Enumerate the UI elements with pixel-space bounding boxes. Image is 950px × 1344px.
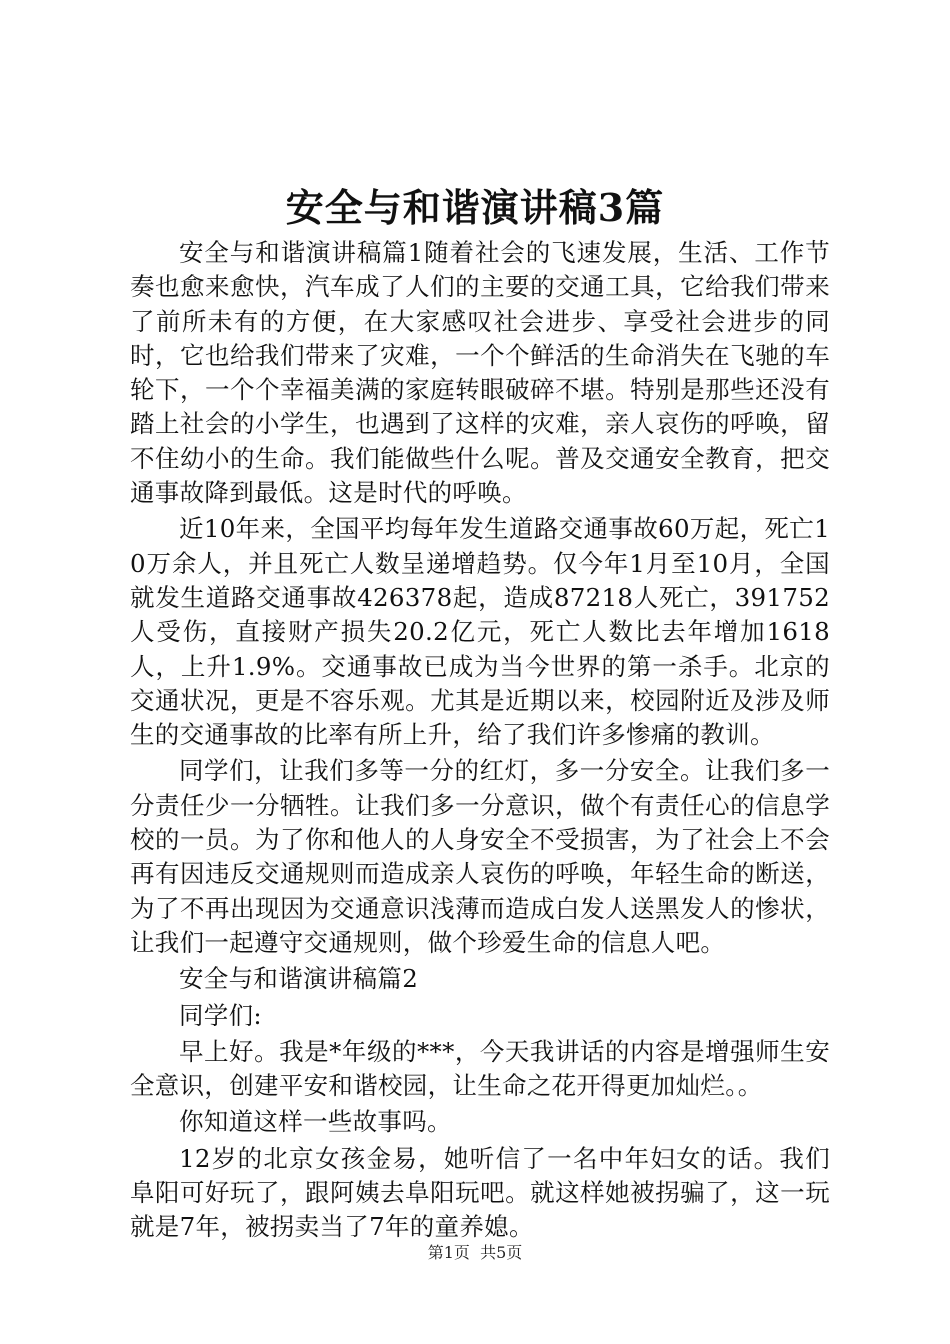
section-heading-2: 安全与和谐演讲稿篇2 bbox=[179, 964, 419, 994]
document-title: 安全与和谐演讲稿3篇 bbox=[285, 185, 665, 230]
document-body bbox=[130, 236, 830, 1245]
paragraph-2: 近10年来，全国平均每年发生道路交通事故60万起，死亡10万余人，并且死亡人数呈递增趋势。仅今年1月至10月，全国就发生道路交通事故426378起，造成87218人死亡，391752人受伤，直接财产损失20.2亿元，死亡人数比去年增加1618人，上升1.9%。交通事故已成为当今世界的第一杀手。北京的交通状况，更是不容乐观。尤其是近期以来，校园附近及涉及师生的交通事故的比率有所上升，给了我们许多惨痛的教训。 bbox=[130, 514, 830, 750]
salutation: 同学们: bbox=[179, 1000, 262, 1030]
paragraph-5: 你知道这样一些故事吗。 bbox=[179, 1107, 452, 1137]
paragraph-4: 早上好。我是*年级的***，今天我讲话的内容是增强师生安全意识，创建平安和谐校园，让生命之花开得更加灿烂。。 bbox=[130, 1036, 830, 1101]
paragraph-6: 12岁的北京女孩金易，她听信了一名中年妇女的话。我们阜阳可好玩了，跟阿姨去阜阳玩吧。就这样她被拐骗了，这一玩就是7年，被拐卖当了7年的童养媳。 bbox=[130, 1143, 830, 1242]
page-total: 共5页 bbox=[480, 1243, 523, 1262]
paragraph-1: 安全与和谐演讲稿篇1随着社会的飞速发展，生活、工作节奏也愈来愈快，汽车成了人们的主要的交通工具，它给我们带来了前所未有的方便，在大家感叹社会进步、享受社会进步的同时，它也给我们带来了灾难，一个个鲜活的生命消失在飞驰的车轮下，一个个幸福美满的家庭转眼破碎不堪。特别是那些还没有踏上社会的小学生，也遇到了这样的灾难，亲人哀伤的呼唤，留不住幼小的生命。我们能做些什么呢。普及交通安全教育，把交通事故降到最低。这是时代的呼唤。 bbox=[130, 238, 830, 508]
page-footer bbox=[0, 1242, 950, 1264]
paragraph-3: 同学们，让我们多等一分的红灯，多一分安全。让我们多一分责任少一分牺牲。让我们多一分意识，做个有责任心的信息学校的一员。为了你和他人的人身安全不受损害，为了社会上不会再有因违反交通规则而造成亲人哀伤的呼唤，年轻生命的断送，为了不再出现因为交通意识浅薄而造成白发人送黑发人的惨状，让我们一起遵守交通规则，做个珍爱生命的信息人吧。 bbox=[130, 756, 830, 957]
page-number: 第1页 bbox=[427, 1243, 470, 1262]
